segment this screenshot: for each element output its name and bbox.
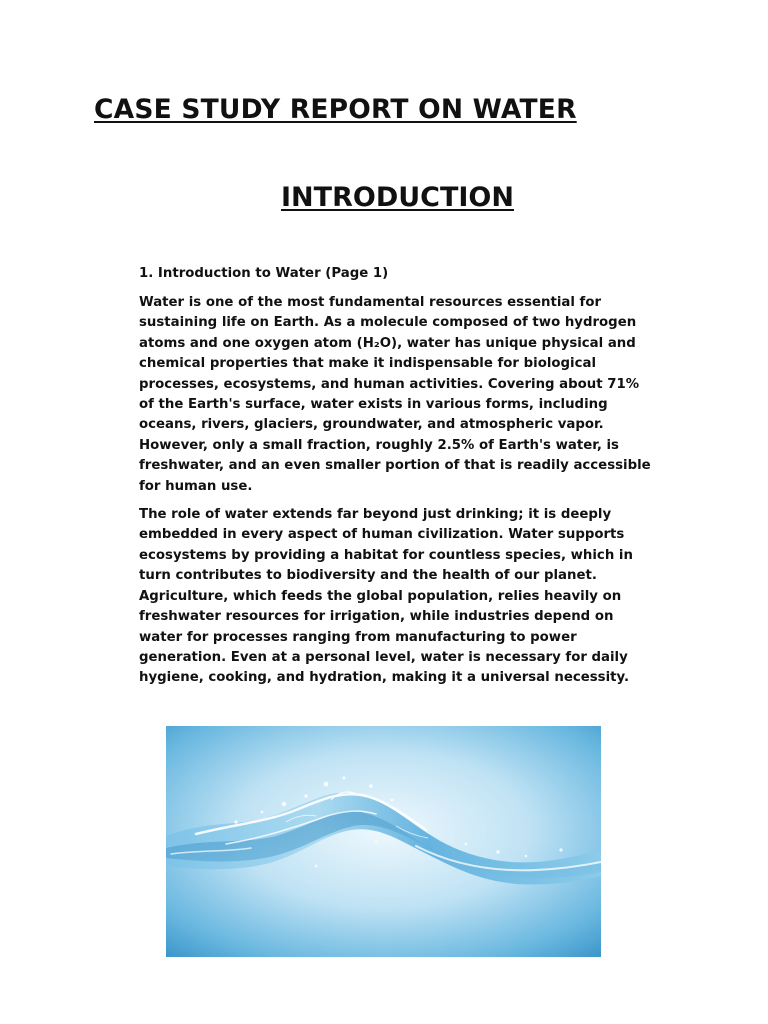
paragraph-line: However, only a small fraction, roughly 2.5% of Earth's water, is [139, 437, 619, 453]
paragraph-line: sustaining life on Earth. As a molecule composed of two hydrogen [139, 315, 637, 331]
paragraph-line: hygiene, cooking, and hydration, making it a universal necessity. [139, 670, 629, 686]
paragraph-line: The role of water extends far beyond just drinking; it is deeply [139, 507, 612, 523]
subsection-heading: 1. Introduction to Water (Page 1) [139, 266, 389, 281]
section-heading-introduction: INTRODUCTION [281, 182, 514, 213]
document-body [139, 263, 679, 697]
paragraph-intro [139, 293, 679, 497]
paragraph-line: processes, ecosystems, and human activities. Covering about 71% [139, 376, 640, 392]
paragraph-line: freshwater resources for irrigation, while industries depend on [139, 609, 614, 625]
paragraph-line: turn contributes to biodiversity and the health of our planet. [139, 568, 597, 584]
paragraph-line: ecosystems by providing a habitat for countless species, which in [139, 547, 633, 563]
paragraph-line: chemical properties that make it indispensable for biological [139, 356, 597, 372]
paragraph-line: water for processes ranging from manufacturing to power [139, 629, 577, 645]
paragraph-role-of-water [139, 505, 679, 689]
paragraph-line: for human use. [139, 478, 253, 494]
water-splash-image [166, 726, 601, 957]
paragraph-line: atoms and one oxygen atom (H₂O), water has unique physical and [139, 335, 636, 351]
paragraph-line: oceans, rivers, glaciers, groundwater, and atmospheric vapor. [139, 417, 604, 433]
paragraph-line: Agriculture, which feeds the global population, relies heavily on [139, 588, 622, 604]
paragraph-line: generation. Even at a personal level, water is necessary for daily [139, 649, 628, 665]
paragraph-line: Water is one of the most fundamental resources essential for [139, 295, 602, 310]
page-title: CASE STUDY REPORT ON WATER [94, 94, 577, 125]
paragraph-line: of the Earth's surface, water exists in various forms, including [139, 397, 608, 413]
paragraph-line: embedded in every aspect of human civilization. Water supports [139, 527, 625, 543]
paragraph-line: freshwater, and an even smaller portion of that is readily accessible [139, 458, 651, 474]
